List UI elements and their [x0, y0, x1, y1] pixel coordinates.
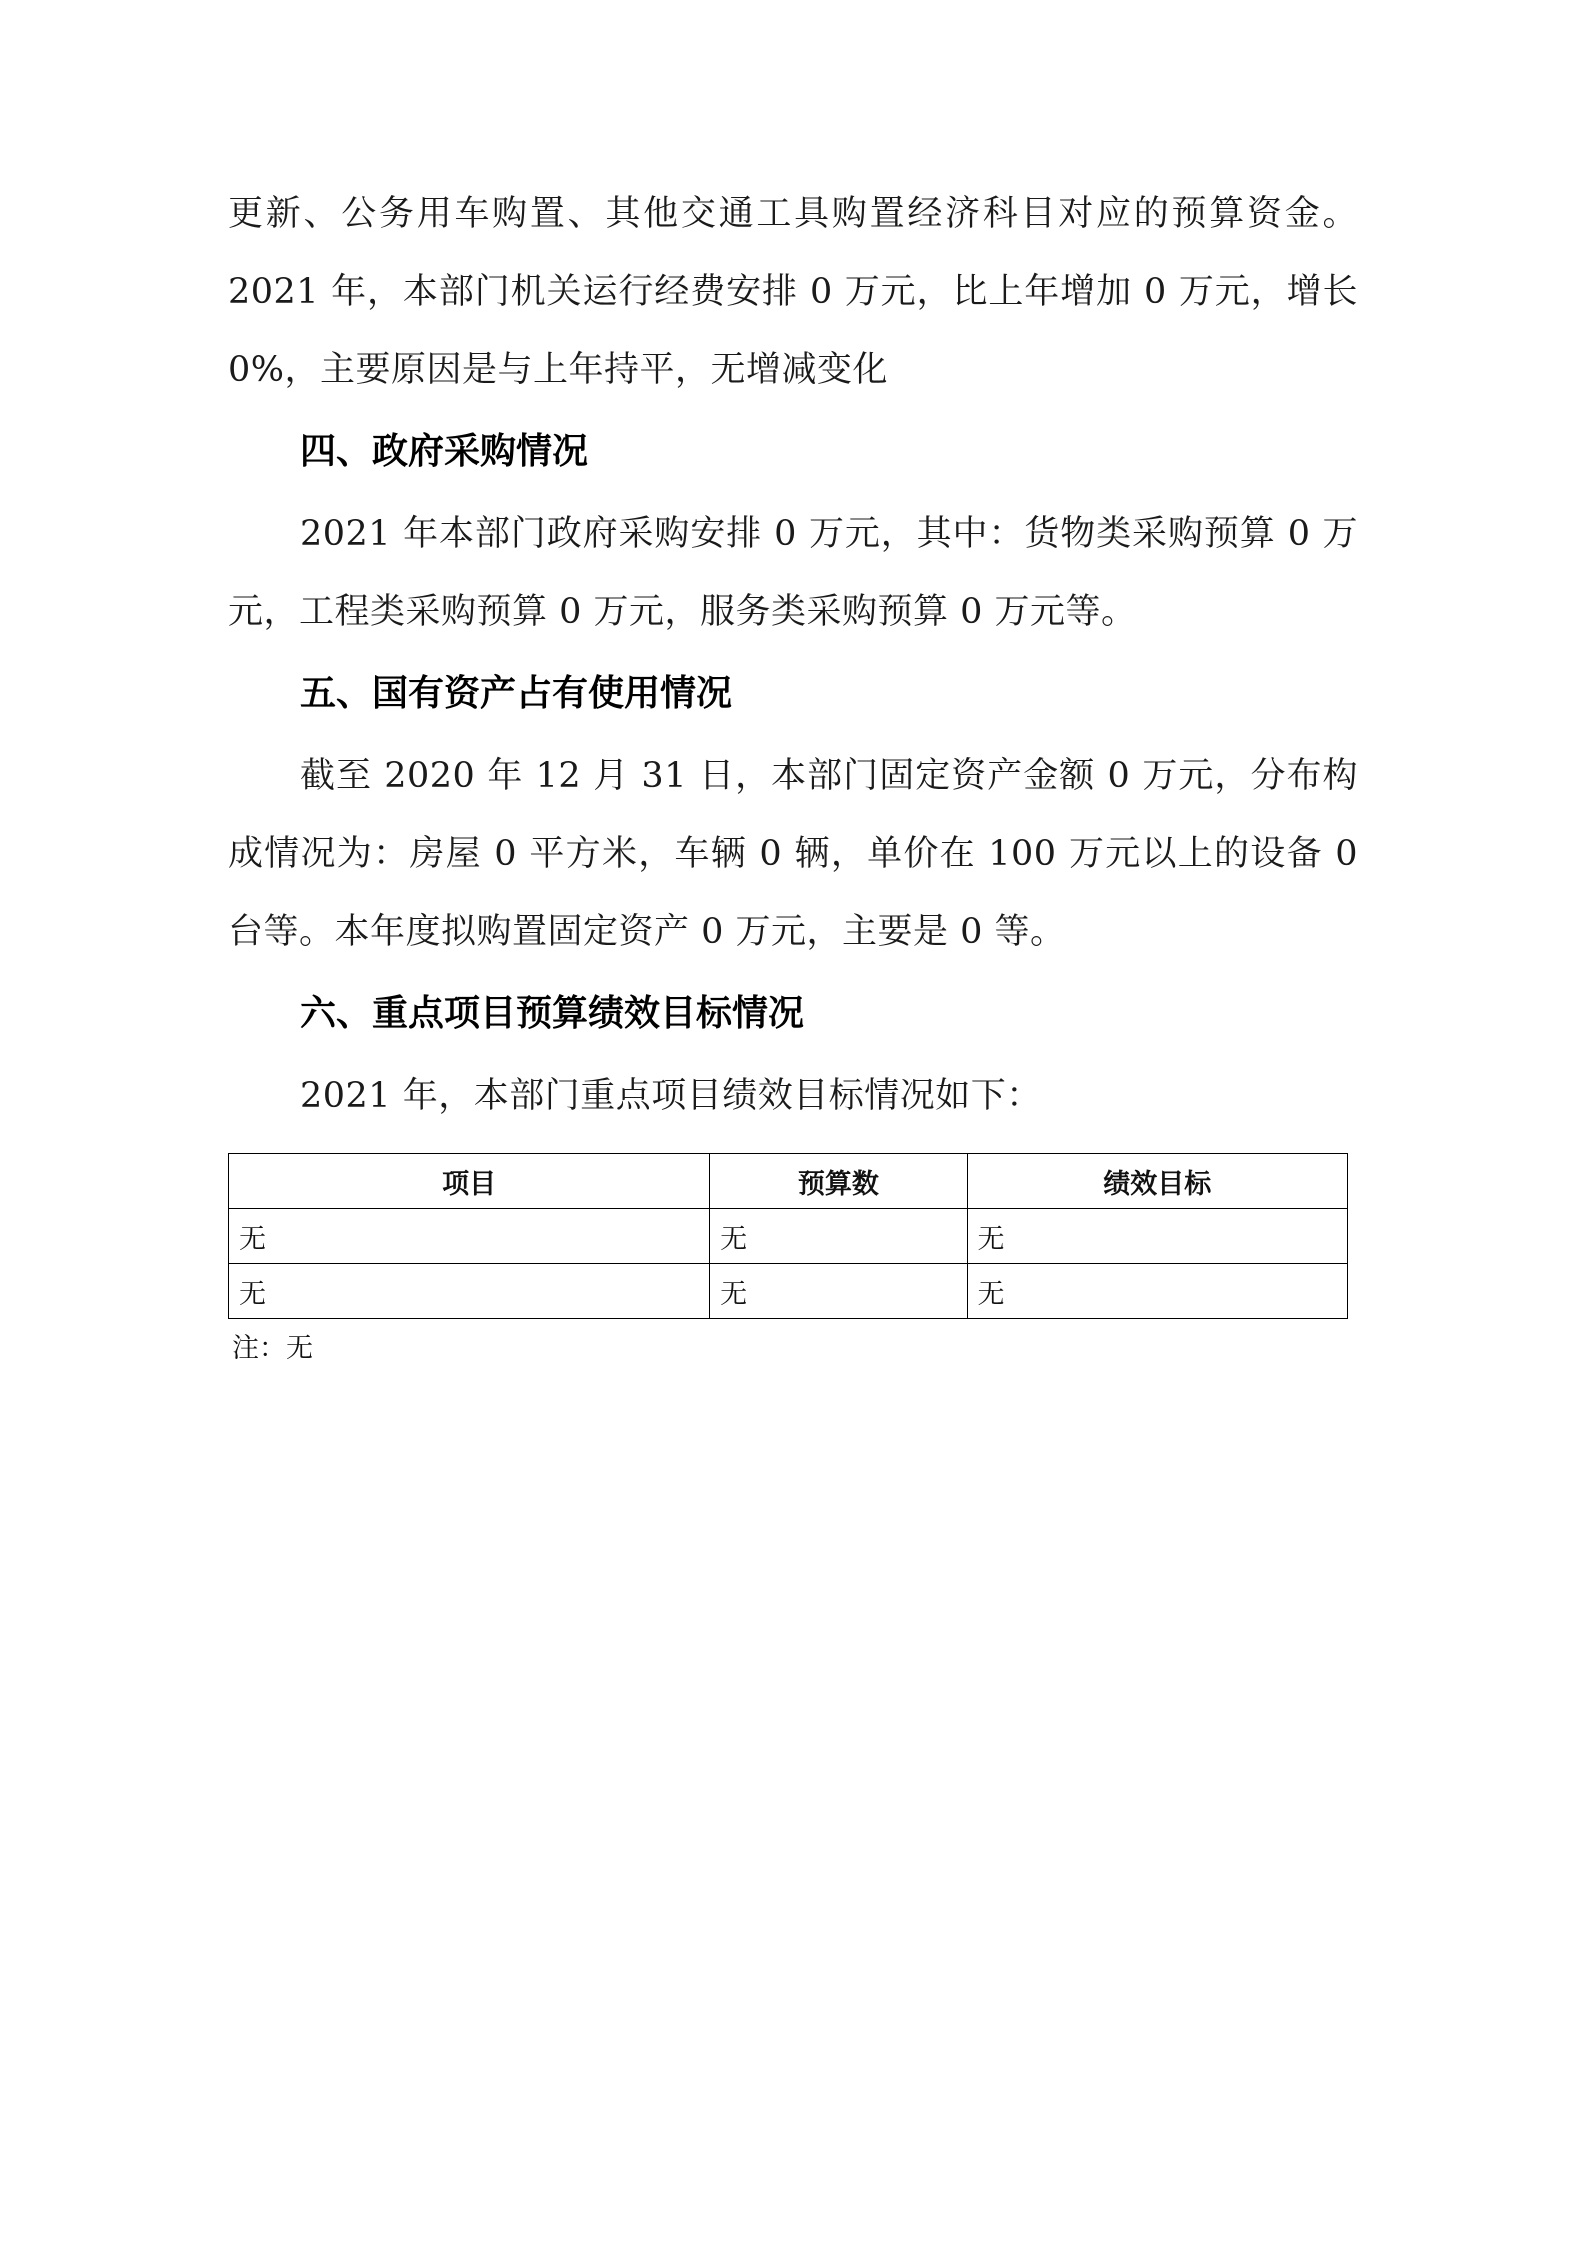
document-body	[228, 175, 1358, 1379]
performance-target-table	[228, 1153, 1348, 1319]
table-cell-performance-target: 无	[967, 1209, 1347, 1264]
heading-government-procurement: 四、政府采购情况	[300, 431, 589, 472]
paragraph-state-owned-assets: 截至 2020 年 12 月 31 日，本部门固定资产金额 0 万元，分布构成情况为：房屋 0 平方米，车辆 0 辆，单价在 100 万元以上的设备 0 台等。本年度拟购置固定资产 0 万元，主要是 0 等。	[228, 756, 1358, 952]
table-header-performance-target: 绩效目标	[967, 1154, 1347, 1209]
paragraph-machine-operating-funds: 更新、公务用车购置、其他交通工具购置经济科目对应的预算资金。2021 年，本部门机关运行经费安排 0 万元，比上年增加 0 万元，增长 0%，主要原因是与上年持平，无增减变化	[228, 194, 1358, 390]
table-cell-performance-target: 无	[967, 1264, 1347, 1319]
table-header-budget: 预算数	[710, 1154, 967, 1209]
paragraph-key-project-performance: 2021 年，本部门重点项目绩效目标情况如下：	[300, 1076, 1042, 1116]
table-row	[229, 1209, 1348, 1264]
table-row	[229, 1264, 1348, 1319]
table-cell-project: 无	[229, 1264, 710, 1319]
table-cell-budget: 无	[710, 1264, 967, 1319]
table-header-row	[229, 1154, 1348, 1209]
paragraph-government-procurement: 2021 年本部门政府采购安排 0 万元，其中：货物类采购预算 0 万元，工程类采购预算 0 万元，服务类采购预算 0 万元等。	[228, 514, 1358, 632]
table-note: 注：无	[232, 1333, 313, 1364]
table-header-project: 项目	[229, 1154, 710, 1209]
heading-state-owned-assets: 五、国有资产占有使用情况	[300, 673, 733, 714]
table-cell-project: 无	[229, 1209, 710, 1264]
heading-key-project-performance: 六、重点项目预算绩效目标情况	[300, 993, 805, 1034]
table-cell-budget: 无	[710, 1209, 967, 1264]
